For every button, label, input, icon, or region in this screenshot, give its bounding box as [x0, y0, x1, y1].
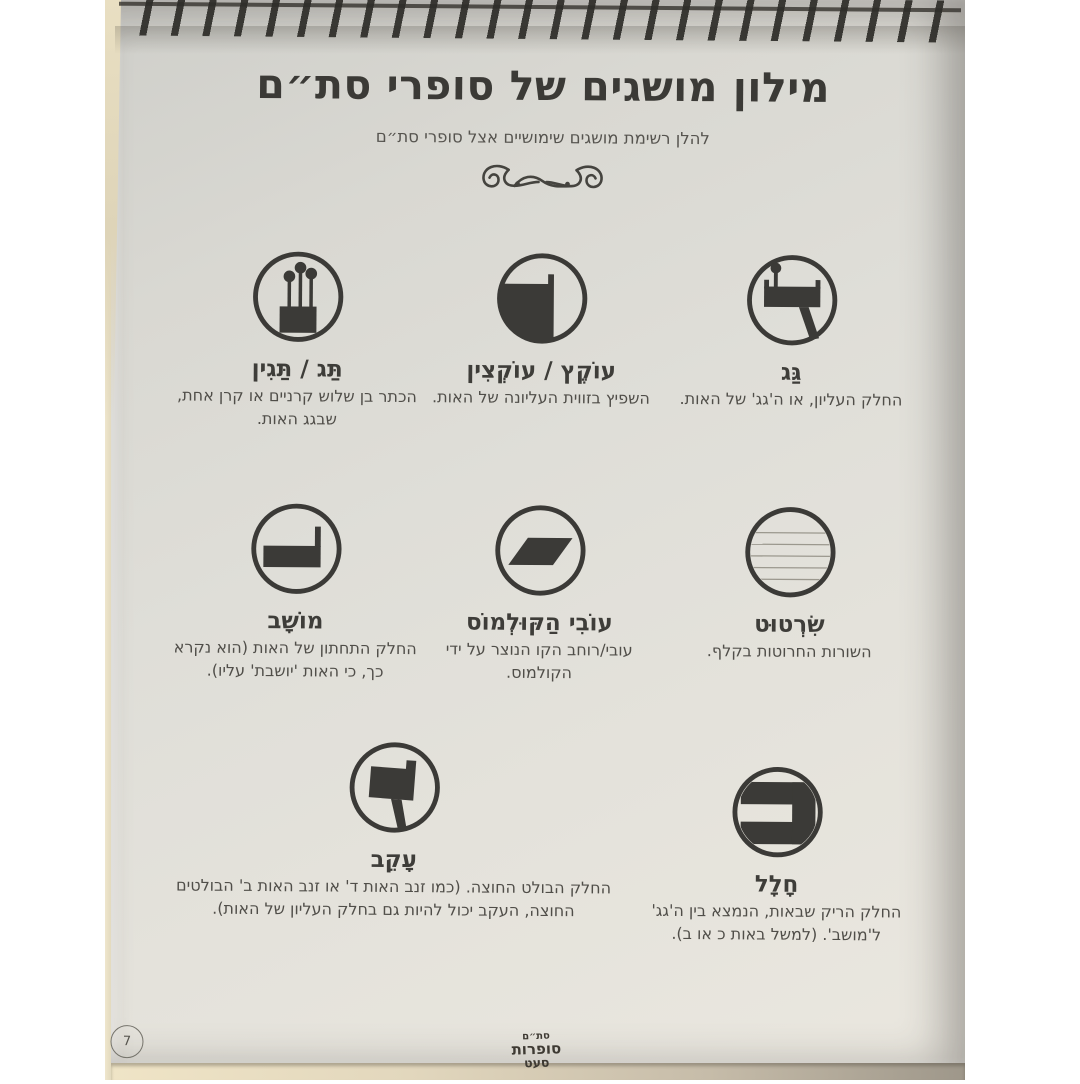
- term-title: גַּג: [780, 359, 802, 386]
- nib-stroke-icon: [491, 502, 589, 600]
- term-title: שִׂרְטוּט: [754, 611, 825, 638]
- term-akev: [148, 737, 639, 923]
- tagin-crowns-icon: [249, 248, 347, 346]
- term-title: עוֹקֶץ / עוֹקְצִין: [466, 357, 617, 385]
- term-definition: השורות החרוטות בקלף.: [706, 641, 872, 662]
- letter-heel-icon: [345, 739, 443, 837]
- term-title: מוֹשָׁב: [267, 608, 324, 635]
- term-title: עוֹבִי הַקּוּלְמוֹס: [465, 609, 613, 637]
- term-title: חָלָל: [754, 871, 799, 898]
- term-definition: החלק הריק שבאות, הנמצא בין ה'גג' ל'מושב'. (למשל באות כ או ב).: [651, 900, 902, 945]
- logo-line-sofrut: סופרות: [511, 1039, 562, 1059]
- publisher-logo: [466, 1030, 607, 1072]
- letter-base-icon: [247, 500, 345, 598]
- term-ovi-hakulmos: [419, 501, 660, 685]
- page-subtitle: להלן רשימת מושגים שימושיים אצל סופרי סת״ם: [375, 126, 710, 149]
- term-title: עָקֵב: [370, 846, 417, 874]
- term-chalal: [651, 763, 902, 947]
- term-definition: עובי/רוחב הקו הנוצר על ידי הקולמוס.: [445, 639, 633, 682]
- term-tag: [172, 247, 423, 431]
- ruled-lines-icon: [741, 503, 839, 601]
- flourish-divider-icon: [470, 160, 614, 205]
- term-definition: הכתר בן שלוש קרניים או קרן אחת, שבגג האות.: [177, 385, 417, 429]
- logo-line-set: סעט: [523, 1055, 550, 1071]
- page-number-badge: 7: [110, 1025, 143, 1058]
- term-gag: [676, 251, 907, 412]
- term-moshav: [160, 499, 431, 683]
- page-title: מילון מושגים של סופרי סת״ם: [256, 60, 831, 113]
- term-oketz: [426, 249, 657, 410]
- letter-cavity-icon: [728, 763, 826, 861]
- corner-spike-icon: [493, 250, 591, 348]
- logo-line-stam: סת״ם: [522, 1030, 551, 1043]
- term-sirtut: [659, 503, 920, 665]
- term-definition: החלק העליון, או ה'גג' של האות.: [679, 388, 903, 410]
- term-definition: החלק הבולט החוצה. (כמו זנב האות ד' או זנב האות ב' הבולטים החוצה, העקב יכול להיות גם בחלק העליון של האות).: [175, 875, 612, 920]
- term-definition: החלק התחתון של האות (הוא נקרא כך, כי האות 'יושבת' עליו).: [173, 637, 417, 681]
- term-definition: השפיץ בזווית העליונה של האות.: [432, 387, 650, 408]
- letter-roof-icon: [743, 251, 841, 349]
- term-title: תַּג / תַּגִין: [251, 355, 343, 383]
